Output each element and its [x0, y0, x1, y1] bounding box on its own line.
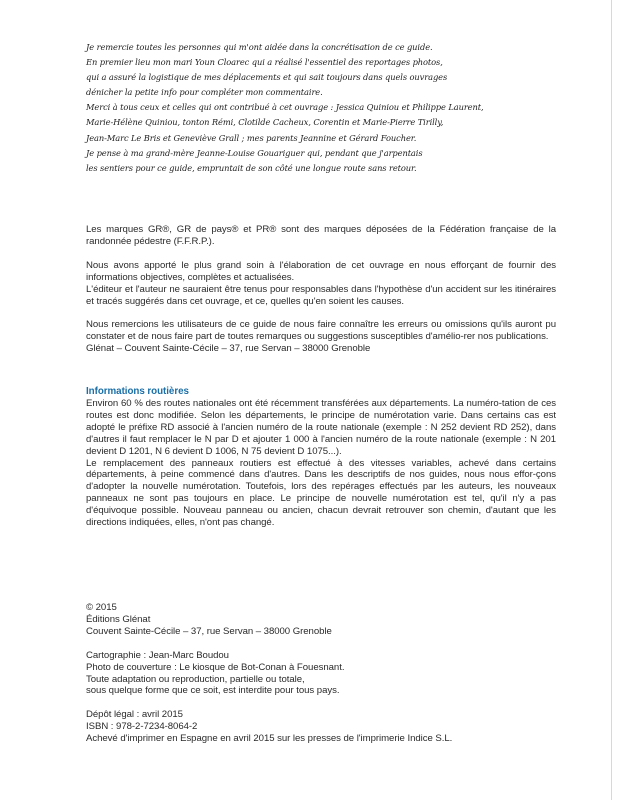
page-edge-line — [611, 0, 612, 800]
ack-line: les sentiers pour ce guide, empruntait de son côté une longue route sans retour. — [86, 162, 417, 173]
ack-line: Je pense à ma grand-mère Jeanne-Louise Gouariguer qui, pendant que j'arpentais — [86, 147, 423, 158]
publisher-address: Couvent Sainte-Cécile – 37, rue Servan – 38000 Grenoble — [86, 625, 332, 637]
ack-line: Je remercie toutes les personnes qui m'ont aidée dans la concrétisation de ce guide. — [86, 42, 433, 52]
rights-notice: Toute adaptation ou reproduction, partielle ou totale, — [86, 673, 305, 685]
road-information — [86, 386, 556, 529]
ack-line: dénicher la petite info pour compléter mon commentaire. — [86, 87, 323, 98]
ack-line: Marie-Hélène Quiniou, tonton Rémi, Clotilde Cacheux, Corentin et Marie-Pierre Tirilly, — [86, 117, 444, 128]
printing-notice: Achevé d'imprimer en Espagne en avril 2015 sur les presses de l'imprimerie Indice S.L. — [86, 733, 453, 745]
road-info-heading: Informations routières — [86, 386, 189, 397]
legal-deposit: Dépôt légal : avril 2015 — [86, 709, 183, 721]
publisher-name: Éditions Glénat — [86, 613, 151, 625]
rights-notice: sous quelque forme que ce soit, est interdite pour tous pays. — [86, 685, 340, 697]
feedback-notice: Nous remercions les utilisateurs de ce guide de nous faire connaître les erreurs ou omissions qu'ils auront pu constater et de nous faire part de toutes remarques ou suggestions susceptibles d'amélio-rer nos publications. — [86, 319, 556, 343]
isbn: ISBN : 978-2-7234-8064-2 — [86, 721, 198, 733]
ack-line: qui a assuré la logistique de mes déplacements et qui sait toujours dans quels ouvrages — [86, 72, 448, 83]
care-notice: Nous avons apporté le plus grand soin à l'élaboration de cet ouvrage en nous efforçant de fournir des informations objectives, complètes et actualisées. — [86, 259, 556, 283]
ack-line: Jean-Marc Le Bris et Geneviève Grall ; mes parents Jeannine et Gérard Foucher. — [86, 132, 417, 143]
acknowledgements — [86, 40, 556, 176]
cover-photo-credit: Photo de couverture : Le kiosque de Bot-Conan à Fouesnant. — [86, 661, 345, 673]
publisher-address: Glénat – Couvent Sainte-Cécile – 37, rue Servan – 38000 Grenoble — [86, 343, 371, 355]
colophon — [86, 602, 556, 745]
legal-notice — [86, 224, 556, 355]
ack-line: En premier lieu mon mari Youn Cloarec qui a réalisé l'essentiel des reportages photos, — [86, 57, 443, 68]
cartography-credit: Cartographie : Jean-Marc Boudou — [86, 649, 229, 661]
road-info-paragraph: Environ 60 % des routes nationales ont été récemment transférées aux départements. La numéro-tation de ces routes est donc modifiée. Selon les départements, le principe de numérotation varie. Dans certains cas est adopté le préfixe RD associé à l'ancien numéro de la route nationale (exemple : N 252 devient RD 252), dans d'autres il faut remplacer le N par D et ajouter 1 000 à l'ancien numéro de la route nationale (exemple : N 201 devient D 1201, N 6 devient D 1006, N 75 devient D 1075...). — [86, 398, 556, 457]
ack-line: Merci à tous ceux et celles qui ont contribué à cet ouvrage : Jessica Quiniou et Philippe Laurent, — [86, 102, 484, 113]
trademark-notice: Les marques GR®, GR de pays® et PR® sont des marques déposées de la Fédération française de la randonnée pédestre (F.F.R.P.). — [86, 224, 556, 247]
liability-notice: L'éditeur et l'auteur ne sauraient être tenus pour responsables dans l'hypothèse d'un accident sur les itinéraires et tracés suggérés dans cet ouvrage, et ce, quelles qu'en soient les causes. — [86, 283, 556, 307]
road-info-paragraph: Le remplacement des panneaux routiers est effectué à des vitesses variables, achevé dans certains départements, à peine commencé dans d'autres. Dans les descriptifs de nos guides, nous nous effor-çons d'adopter la nouvelle numérotation. Toutefois, lors des repérages effectués par les auteurs, les nouveaux panneaux ne sont pas toujours en place. Le principe de nouvelle numérotation est tel, qu'il n'y a pas d'équivoque possible. Nouveau panneau ou ancien, chacun devrait retrouver son chemin, d'autant que les directions indiquées, elles, n'ont pas changé. — [86, 457, 556, 529]
copyright: © 2015 — [86, 602, 117, 613]
